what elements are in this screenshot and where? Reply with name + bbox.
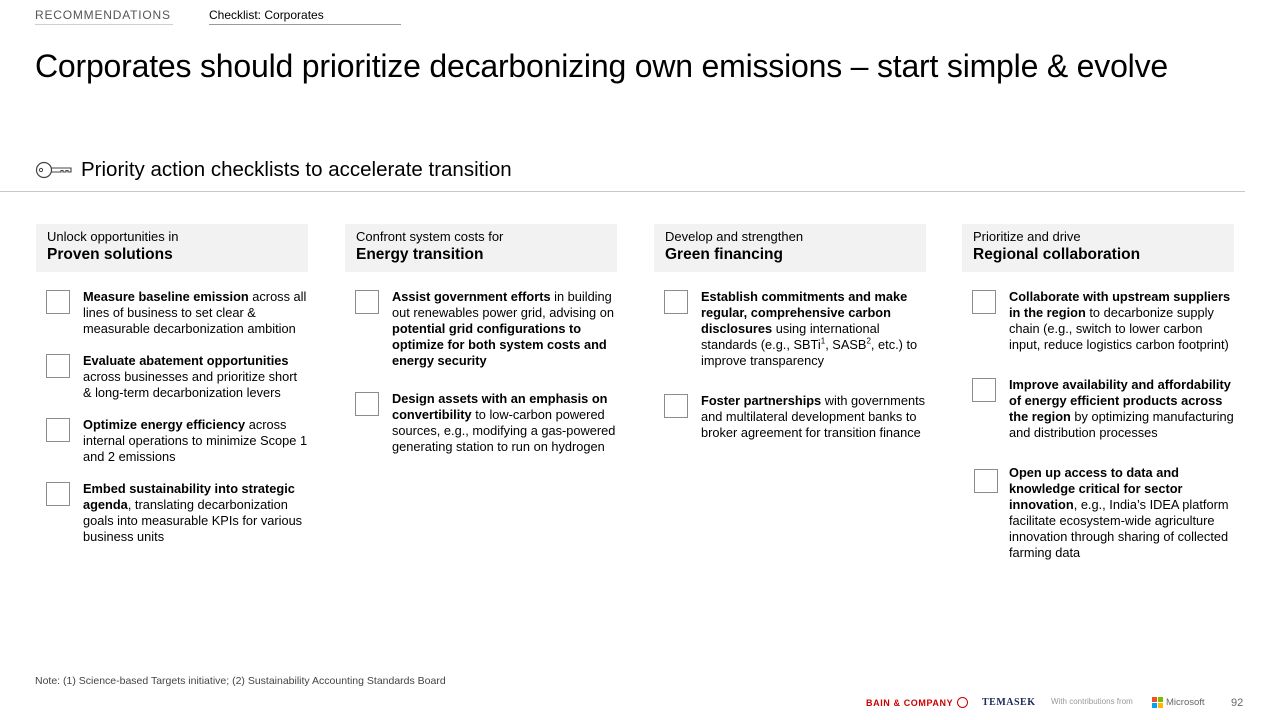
contributions-label: With contributions from xyxy=(1051,697,1133,706)
column-energy-transition xyxy=(345,224,617,455)
checklist-tab: Checklist: Corporates xyxy=(209,8,401,25)
microsoft-icon xyxy=(1152,697,1163,708)
bain-logo: BAIN & COMPANY xyxy=(866,697,968,708)
checkbox[interactable] xyxy=(46,354,70,378)
checklist-item: Optimize energy efficiency across internal operations to minimize Scope 1 and 2 emissions xyxy=(36,417,308,465)
checklist-item: Evaluate abatement opportunities across businesses and prioritize short & long-term decarbonization levers xyxy=(36,353,308,401)
column-pre: Prioritize and drive xyxy=(973,229,1081,244)
checkbox[interactable] xyxy=(46,482,70,506)
checkbox[interactable] xyxy=(355,290,379,314)
checklist-item: Improve availability and affordability of energy efficient products across the region by optimizing manufacturing and distribution processes xyxy=(962,377,1234,441)
checkbox[interactable] xyxy=(355,392,379,416)
checklist-item: Foster partnerships with governments and multilateral development banks to broker agreement for transition finance xyxy=(654,393,926,441)
page-number: 92 xyxy=(1231,697,1244,709)
column-pre: Develop and strengthen xyxy=(665,229,804,244)
temasek-logo: TEMASEK xyxy=(982,697,1036,708)
checkbox[interactable] xyxy=(974,469,998,493)
microsoft-logo: Microsoft xyxy=(1152,697,1205,708)
checklist-item: Design assets with an emphasis on convertibility to low-carbon powered sources, e.g., modifying a gas-powered generating station to run on hydrogen xyxy=(345,391,617,455)
column-header xyxy=(962,224,1234,272)
column-header xyxy=(36,224,308,272)
checkbox[interactable] xyxy=(972,378,996,402)
column-regional-collaboration xyxy=(962,224,1234,561)
column-title: Regional collaboration xyxy=(973,246,1141,263)
column-header xyxy=(345,224,617,272)
column-title: Green financing xyxy=(665,246,783,263)
column-proven-solutions xyxy=(36,224,308,545)
column-green-financing xyxy=(654,224,926,441)
subheading xyxy=(35,158,512,182)
checklist-item: Open up access to data and knowledge critical for sector innovation, e.g., India’s IDEA platform facilitate ecosystem-wide agriculture innovation through sharing of collected farming data xyxy=(962,465,1234,561)
checkbox[interactable] xyxy=(46,418,70,442)
divider xyxy=(0,191,1245,192)
checkbox[interactable] xyxy=(46,290,70,314)
footnote: Note: (1) Science-based Targets initiative; (2) Sustainability Accounting Standards Board xyxy=(35,675,446,687)
checklist-item: Measure baseline emission across all lines of business to set clear & measurable decarbonization ambition xyxy=(36,289,308,337)
checklist-item: Establish commitments and make regular, comprehensive carbon disclosures using international standards (e.g., SBTi$^1$, SASB$^2$, etc.) to improve transparency xyxy=(654,289,926,369)
checkbox[interactable] xyxy=(972,290,996,314)
page-title: Corporates should prioritize decarbonizing own emissions – start simple & evolve xyxy=(35,48,1168,84)
column-title: Proven solutions xyxy=(47,246,173,263)
column-title: Energy transition xyxy=(356,246,484,263)
checkbox[interactable] xyxy=(664,290,688,314)
checklist-item: Assist government efforts in building out renewables power grid, advising on potential grid configurations to optimize for both system costs and energy security xyxy=(345,289,617,369)
column-header xyxy=(654,224,926,272)
column-pre: Unlock opportunities in xyxy=(47,229,179,244)
checklist-item: Collaborate with upstream suppliers in the region to decarbonize supply chain (e.g., switch to lower carbon input, reduce logistics carbon footprint) xyxy=(962,289,1234,353)
key-icon xyxy=(35,160,73,180)
checklist-item: Embed sustainability into strategic agenda, translating decarbonization goals into measurable KPIs for various business units xyxy=(36,481,308,545)
section-tab: RECOMMENDATIONS xyxy=(35,8,173,25)
bain-circle-icon xyxy=(957,697,968,708)
subheading-text: Priority action checklists to accelerate transition xyxy=(81,158,512,181)
column-pre: Confront system costs for xyxy=(356,229,504,244)
checkbox[interactable] xyxy=(664,394,688,418)
